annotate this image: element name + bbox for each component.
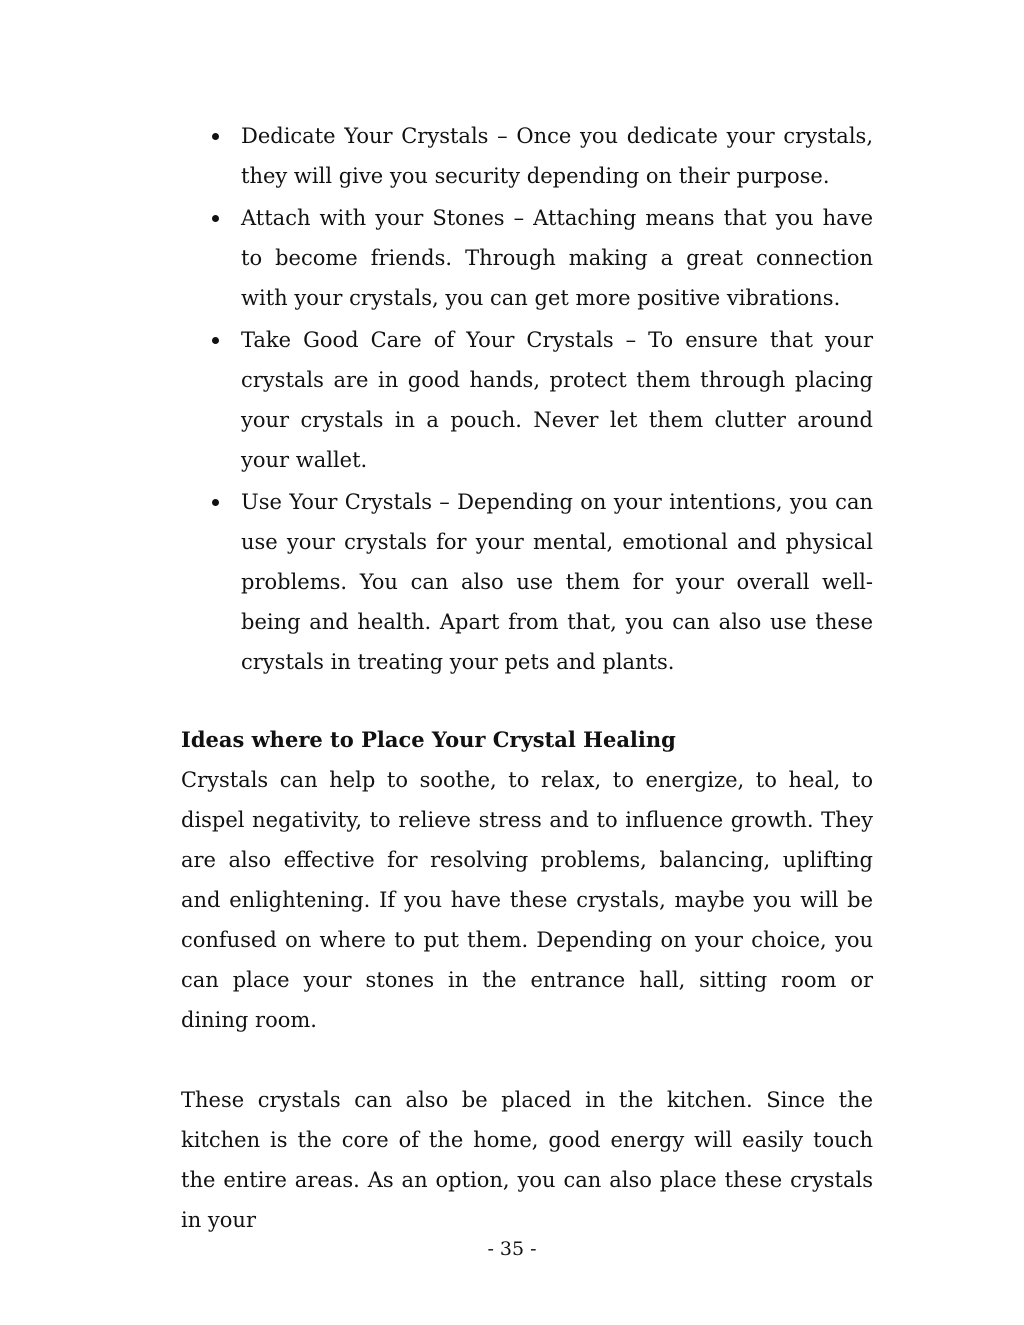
body-paragraph: These crystals can also be placed in the kitchen. Since the kitchen is the core of the home, good energy will easily touch the entire areas. As an option, you can also place these crystals in your xyxy=(181,1088,873,1232)
bullet-icon xyxy=(212,133,219,140)
list-item-text: Dedicate Your Crystals – Once you dedicate your crystals, they will give you security depending on their purpose. xyxy=(241,124,873,188)
list-item xyxy=(181,116,873,196)
page-number: - 35 - xyxy=(487,1238,537,1260)
bullet-list xyxy=(181,116,873,682)
list-item-text: Use Your Crystals – Depending on your intentions, you can use your crystals for your mental, emotional and physical problems. You can also use them for your overall well-being and health. Apart from that, you can also use these crystals in treating your pets and plants. xyxy=(241,490,873,674)
list-item-text: Take Good Care of Your Crystals – To ensure that your crystals are in good hands, protect them through placing your crystals in a pouch. Never let them clutter around your wallet. xyxy=(241,328,873,472)
body-paragraph: Crystals can help to soothe, to relax, to energize, to heal, to dispel negativity, to relieve stress and to influence growth. They are also effective for resolving problems, balancing, uplifting and enlightening. If you have these crystals, maybe you will be confused on where to put them. Depending on your choice, you can place your stones in the entrance hall, sitting room or dining room. xyxy=(181,768,873,1032)
bullet-icon xyxy=(212,215,219,222)
list-item xyxy=(181,320,873,480)
list-item xyxy=(181,198,873,318)
list-item xyxy=(181,482,873,682)
list-item-text: Attach with your Stones – Attaching means that you have to become friends. Through making a great connection with your crystals, you can get more positive vibrations. xyxy=(241,206,873,310)
section-heading: Ideas where to Place Your Crystal Healing xyxy=(181,727,676,752)
bullet-icon xyxy=(212,337,219,344)
bullet-icon xyxy=(212,499,219,506)
page-content xyxy=(181,116,873,1240)
